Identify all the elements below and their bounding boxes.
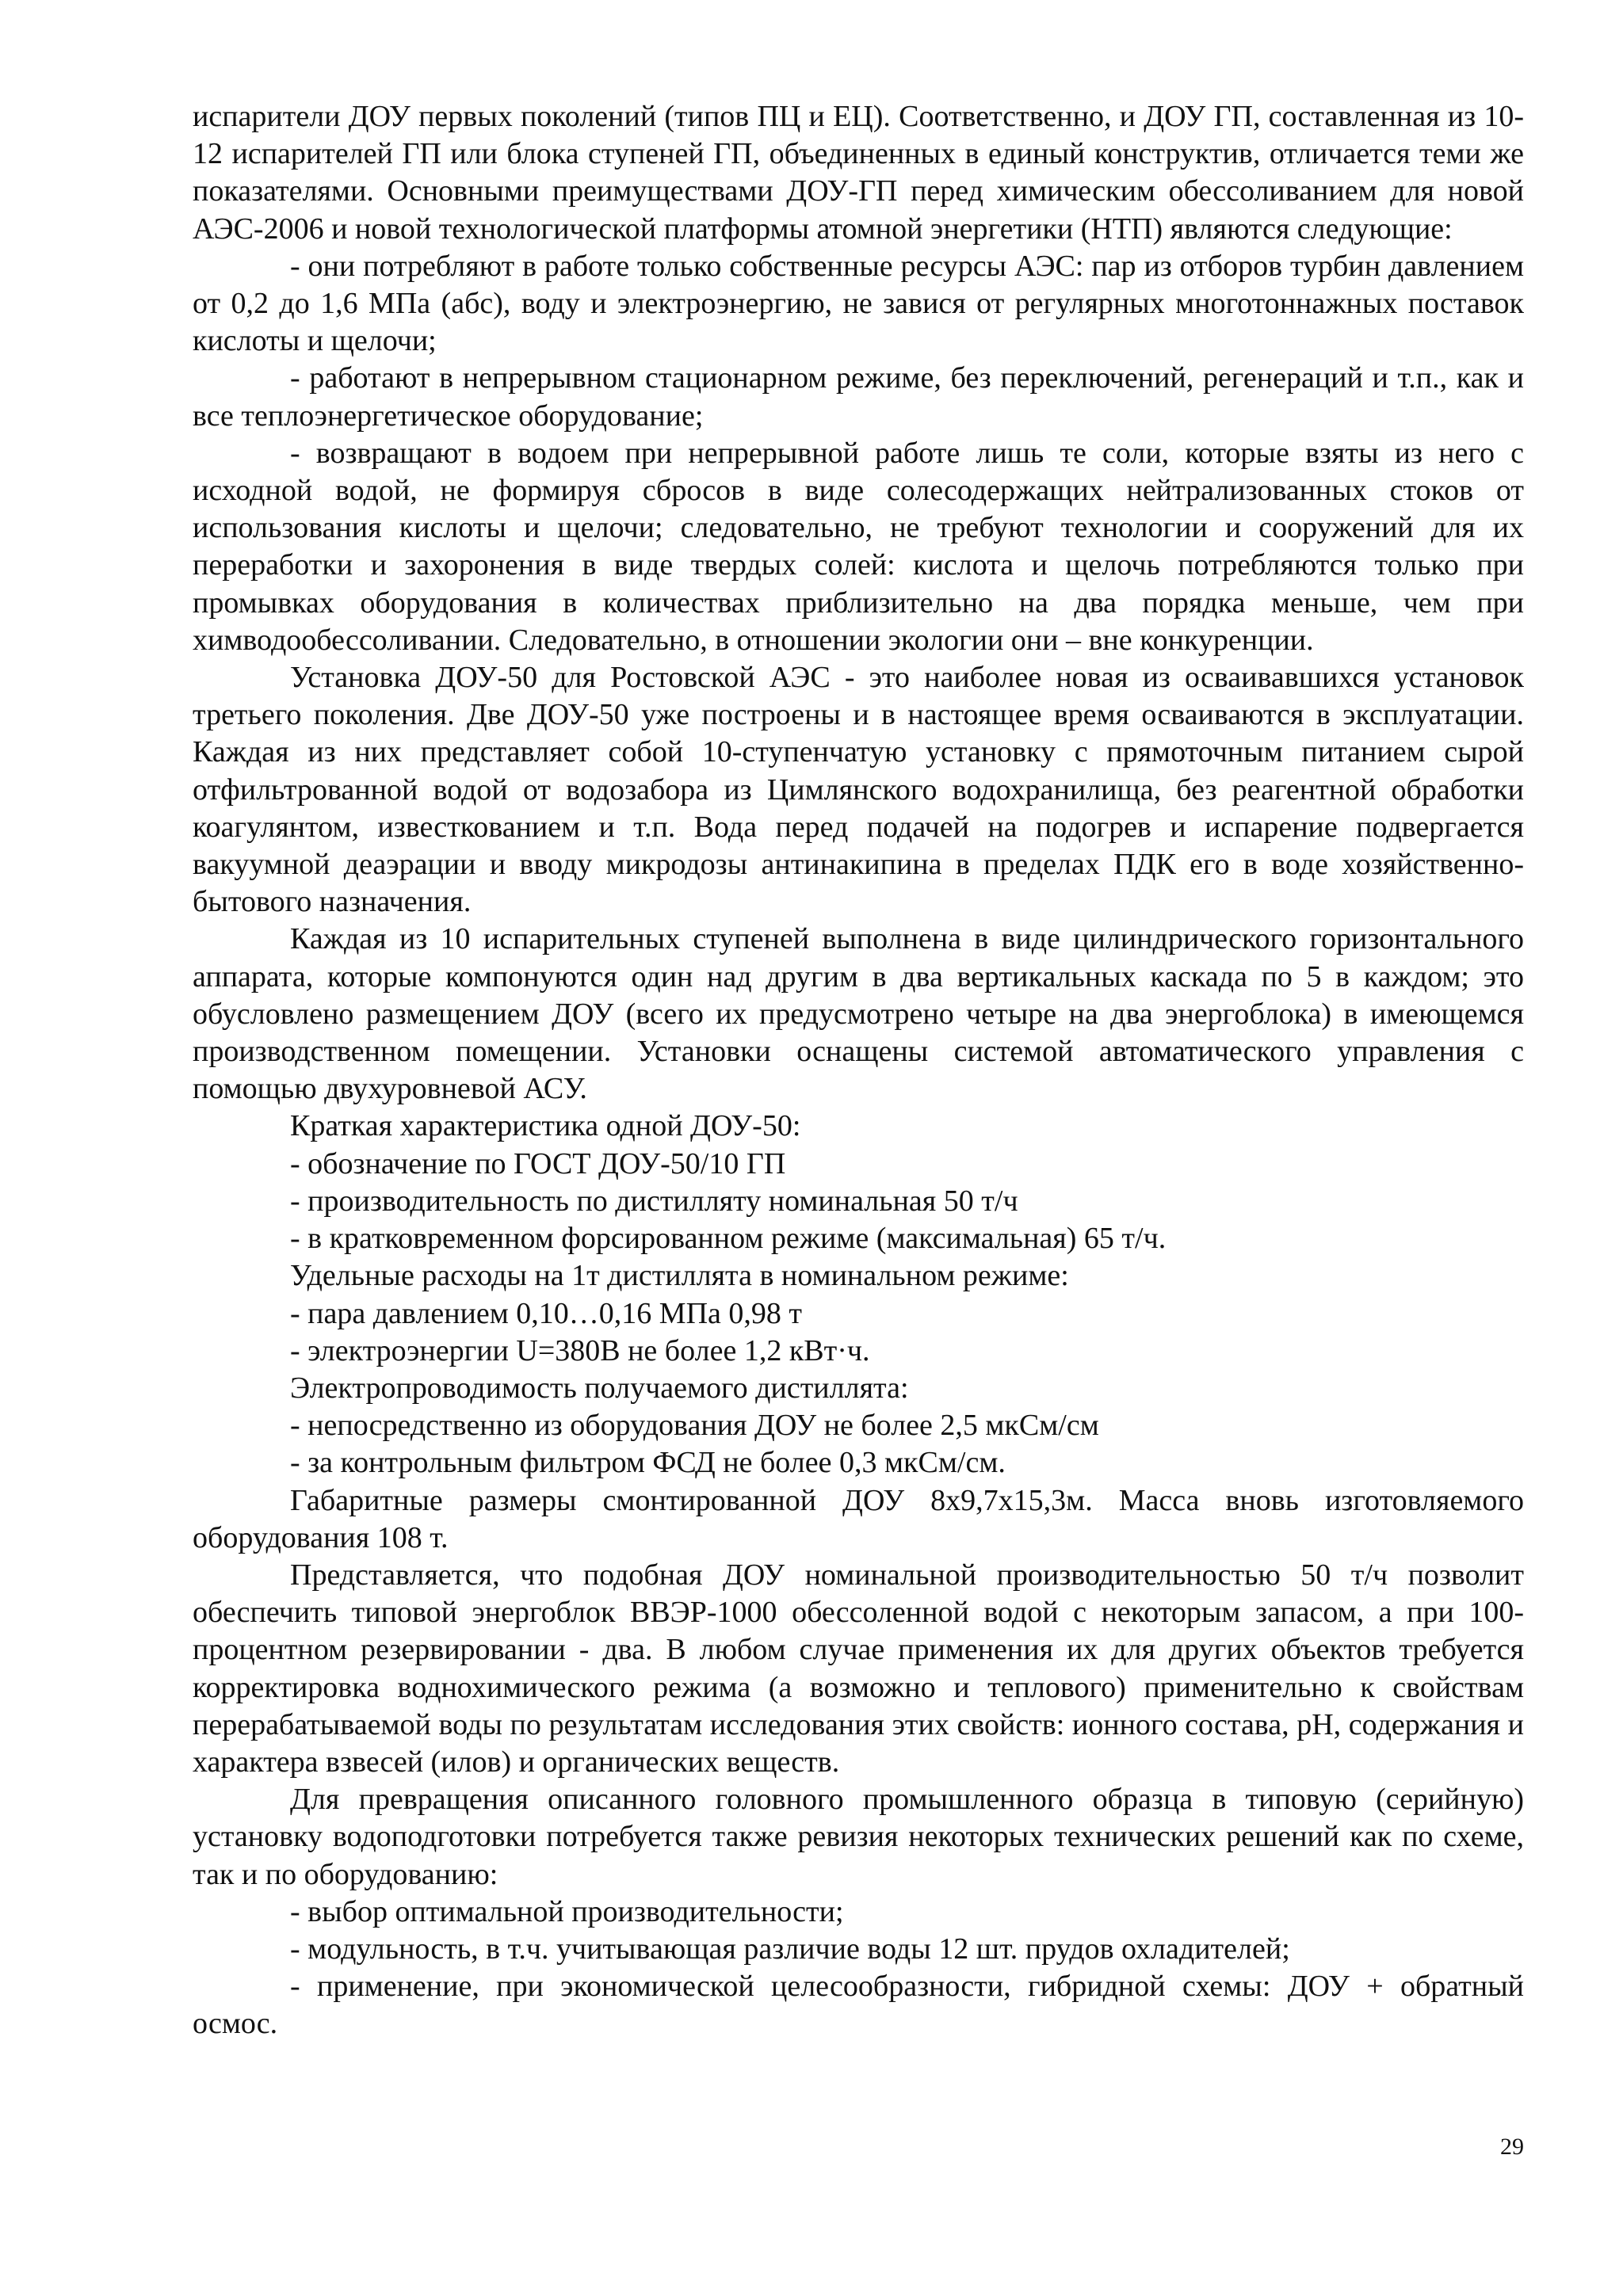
spec-conductivity-direct: - непосредственно из оборудования ДОУ не более 2,5 мкСм/см (290, 1409, 1099, 1443)
page-number: 29 (1500, 2134, 1524, 2160)
list-item-optimal-capacity: - выбор оптимальной производительности; (290, 1894, 844, 1928)
spec-heading: Краткая характеристика одной ДОУ-50: (290, 1109, 801, 1143)
spec-steam: - пара давлением 0,10…0,16 МПа 0,98 т (290, 1296, 802, 1330)
spec-capacity-nominal: - производительность по дистилляту номинальная 50 т/ч (290, 1184, 1018, 1218)
paragraph-evaporation-stages: Каждая из 10 испарительных ступеней выполнена в виде цилиндрического горизонтального аппарата, которые компонуются один над другим в два вертикальных каскада по 5 в каждом; это обусловлено размещением ДОУ (всего их предусмотрено четыре на два энергоблока) в имеющемся производственном помещении. Установки оснащены системой автоматического управления с помощью двухуровневой АСУ. (193, 922, 1524, 1106)
spec-capacity-max: - в кратковременном форсированном режиме (максимальная) 65 т/ч. (290, 1222, 1167, 1256)
paragraph-intro: испарители ДОУ первых поколений (типов ПЦ и ЕЦ). Соответственно, и ДОУ ГП, составленная из 10-12 испарителей ГП или блока ступеней ГП, объединенных в единый конструктив, отличается теми же показателями. Основными преимуществами ДОУ-ГП перед химическим обессоливанием для новой АЭС-2006 и новой технологической платформы атомной энергетики (НТП) являются следующие: (193, 100, 1524, 246)
paragraph-dou50-rostov: Установка ДОУ-50 для Ростовской АЭС - это наиболее новая из осваивавшихся установок третьего поколения. Две ДОУ-50 уже построены и в настоящее время осваиваются в эксплуатации. Каждая из них представляет собой 10-ступенчатую установку с прямоточным питанием сырой отфильтрованной водой от водозабора из Цимлянского водохранилища, без реагентной обработки коагулянтом, известкованием и т.п. Вода перед подачей на подогрев и испарение подвергается вакуумной деаэрации и вводу микродозы антинакипина в пределах ПДК его в воде хозяйственно-бытового назначения. (193, 661, 1524, 919)
spec-electricity: - электроэнергии U=380В не более 1,2 кВт·ч. (290, 1333, 870, 1367)
list-item-salts-return: - возвращают в водоем при непрерывной работе лишь те соли, которые взяты из него с исходной водой, не формируя сбросов в виде солесодержащих нейтрализованных стоков от использования кислоты и щелочи; следовательно, не требуют технологии и сооружений для их переработки и захоронения в виде твердых солей: кислота и щелочь потребляются только при промывках оборудования в количествах приблизительно на два порядка меньше, чем при химводообессоливании. Следовательно, в отношении экологии они – вне конкуренции. (193, 436, 1524, 657)
list-item-continuous-mode: - работают в непрерывном стационарном режиме, без переключений, регенераций и т.п., как и все теплоэнергетическое оборудование; (193, 361, 1524, 433)
paragraph-vver-supply: Представляется, что подобная ДОУ номинальной производительностью 50 т/ч позволит обеспечить типовой энергоблок ВВЭР-1000 обессоленной водой с некоторым запасом, а при 100-процентном резервировании - два. В любом случае применения их для других объектов требуется корректировка воднохимического режима (а возможно и теплового) применительно к свойствам перерабатываемой воды по результатам исследования этих свойств: ионного состава, рН, содержания и характера взвесей (илов) и органических веществ. (193, 1558, 1524, 1779)
spec-consumption-heading: Удельные расходы на 1т дистиллята в номинальном режиме: (290, 1259, 1069, 1293)
list-item-hybrid-scheme: - применение, при экономической целесообразности, гибридной схемы: ДОУ + обратный осмос. (193, 1970, 1524, 2041)
spec-conductivity-heading: Электропроводимость получаемого дистиллята: (290, 1371, 909, 1405)
spec-designation: - обозначение по ГОСТ ДОУ-50/10 ГП (290, 1146, 786, 1180)
spec-conductivity-filter: - за контрольным фильтром ФСД не более 0,3 мкСм/см. (290, 1446, 1006, 1480)
list-item-modularity: - модульность, в т.ч. учитывающая различие воды 12 шт. прудов охладителей; (290, 1932, 1290, 1966)
paragraph-serial-revision: Для превращения описанного головного промышленного образца в типовую (серийную) установку водоподготовки потребуется также ревизия некоторых технических решений как по схеме, так и по оборудованию: (193, 1783, 1524, 1891)
list-item-resources: - они потребляют в работе только собственные ресурсы АЭС: пар из отборов турбин давлением от 0,2 до 1,6 МПа (абс), воду и электроэнергию, не завися от регулярных многотоннажных поставок кислоты и щелочи; (193, 249, 1524, 358)
paragraph-dimensions: Габаритные размеры смонтированной ДОУ 8х9,7х15,3м. Масса вновь изготовляемого оборудования 108 т. (193, 1483, 1524, 1554)
document-body (193, 98, 1524, 2043)
